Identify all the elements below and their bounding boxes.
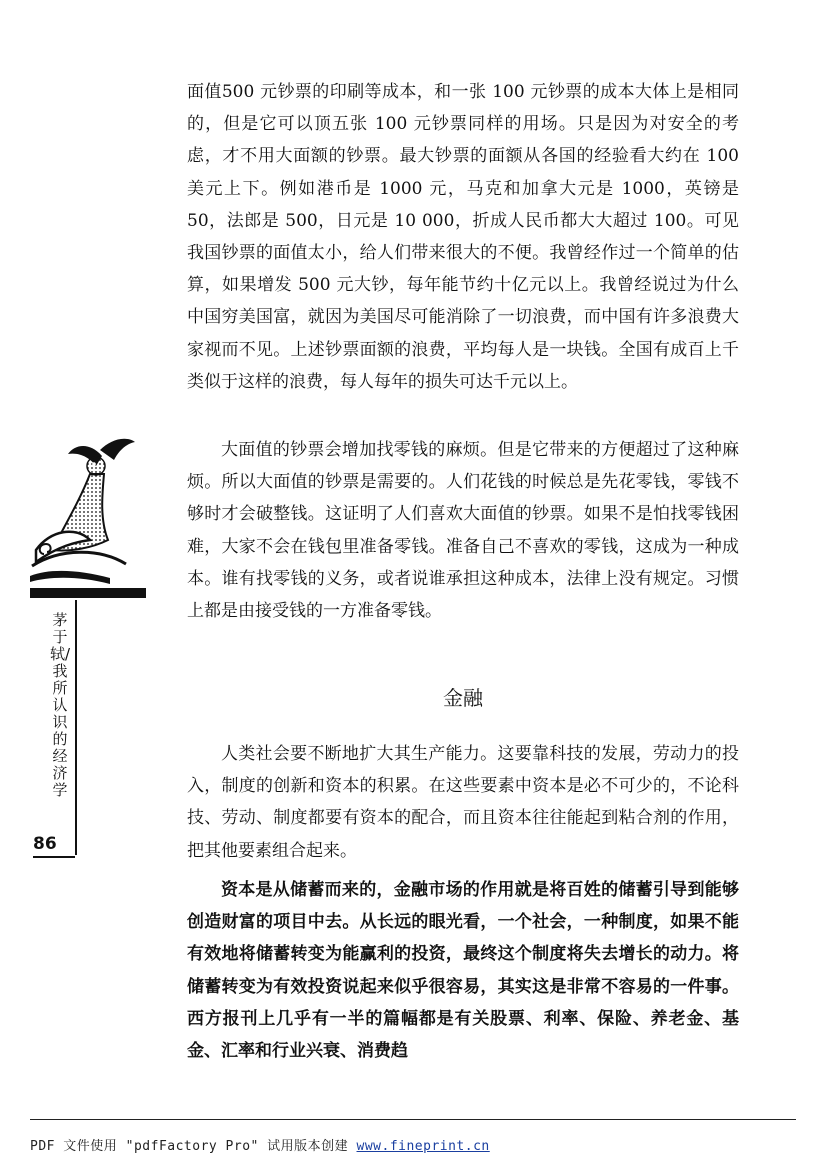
body-paragraph-1 — [187, 76, 739, 398]
margin-vertical-rule — [75, 600, 77, 855]
footer-divider — [30, 1119, 796, 1120]
body-paragraph-4 — [187, 874, 739, 1067]
bird-illustration-icon — [30, 430, 150, 600]
page-number-underline — [33, 856, 75, 858]
paragraph-text: 大面值的钞票会增加找零钱的麻烦。但是它带来的方便超过了这种麻烦。所以大面值的钞票是需要的。人们花钱的时候总是先花零钱，零钱不够时才会破整钱。这证明了人们喜欢大面值的钞票。如果不是怕找零钱困难，大家不会在钱包里准备零钱。准备自己不喜欢的零钱，这成为一种成本。谁有找零钱的义务，或者说谁承担这种成本，法律上没有规定。习惯上都是由接受钱的一方准备零钱。 — [187, 440, 739, 622]
footer-text: PDF 文件使用 "pdfFactory Pro" 试用版本创建 — [30, 1139, 357, 1154]
page-number: 86 — [33, 834, 57, 854]
running-book-title: 茅于轼/我所认识的经济学 — [49, 611, 71, 799]
body-paragraph-3 — [187, 738, 739, 867]
footer-link[interactable]: www.fineprint.cn — [356, 1139, 490, 1154]
paragraph-text: 面值500 元钞票的印刷等成本，和一张 100 元钞票的成本大体上是相同的，但是它可以顶五张 100 元钞票同样的用场。只是因为对安全的考虑，才不用大面额的钞票。最大钞票的面额从各国的经验看大约在 100 美元上下。例如港币是 1000 元，马克和加拿大元是 1000，英镑是 50，法郎是 500，日元是 10 000，折成人民币都大大超过 100。可见我国钞票的面值太小，给人们带来很大的不便。我曾经作过一个简单的估算，如果增发 500 元大钞，每年能节约十亿元以上。我曾经说过为什么中国穷美国富，就因为美国尽可能消除了一切浪费，而中国有许多浪费大家视而不见。上述钞票面额的浪费，平均每人是一块钱。全国有成百上千类似于这样的浪费，每人每年的损失可达千元以上。 — [187, 82, 739, 392]
paragraph-text: 人类社会要不断地扩大其生产能力。这要靠科技的发展，劳动力的投入，制度的创新和资本的积累。在这些要素中资本是必不可少的，不论科技、劳动、制度都要有资本的配合，而且资本往往能起到粘合剂的作用，把其他要素组合起来。 — [187, 744, 739, 861]
pdf-footer — [30, 1135, 490, 1154]
section-heading: 金融 — [443, 686, 483, 710]
paragraph-text: 资本是从储蓄而来的，金融市场的作用就是将百姓的储蓄引导到能够创造财富的项目中去。从长远的眼光看，一个社会，一种制度，如果不能有效地将储蓄转变为能赢利的投资，最终这个制度将失去增长的动力。将储蓄转变为有效投资说起来似乎很容易，其实这是非常不容易的一件事。西方报刊上几乎有一半的篇幅都是有关股票、利率、保险、养老金、基金、汇率和行业兴衰、消费趋 — [187, 880, 739, 1062]
body-paragraph-2 — [187, 434, 739, 627]
